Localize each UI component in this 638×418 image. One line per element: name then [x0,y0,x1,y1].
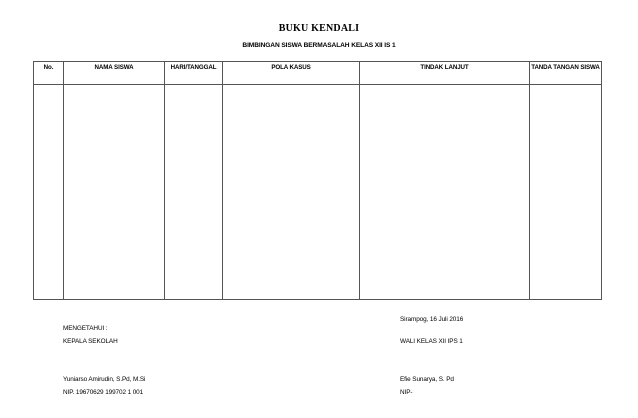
principal-role: KEPALA SEKOLAH [63,338,118,345]
table-cell-student-signature [530,85,602,300]
homeroom-teacher-nip: NIP- [400,389,413,396]
table-cell-student-name [64,85,165,300]
homeroom-teacher-name: Efie Sunarya, S. Pd [400,376,454,383]
table-cell-case-pattern [223,85,360,300]
acknowledged-label: MENGETAHUI : [63,325,108,332]
place-date: Sirampog, 16 Juli 2016 [400,316,464,323]
table-cell-no [34,85,64,300]
control-book-table [33,61,602,300]
column-header-case-pattern: POLA KASUS [223,62,360,85]
document-subtitle: BIMBINGAN SISWA BERMASALAH KELAS XII IS 1 [242,42,396,49]
column-header-student-signature: TANDA TANGAN SISWA [530,62,602,85]
table-row [34,85,602,300]
table-cell-day-date [165,85,223,300]
principal-name: Yuniarso Amirudin, S.Pd, M.Si [63,376,146,383]
column-header-follow-up: TINDAK LANJUT [360,62,530,85]
homeroom-teacher-role: WALI KELAS XII IPS 1 [400,338,463,345]
column-header-student-name: NAMA SISWA [64,62,165,85]
principal-nip: NIP. 19670629 199702 1 001 [63,389,144,396]
document-title: BUKU KENDALI [278,23,360,34]
column-header-no: No. [34,62,64,85]
table-header-row [34,62,602,85]
table-cell-follow-up [360,85,530,300]
column-header-day-date: HARI/TANGGAL [165,62,223,85]
